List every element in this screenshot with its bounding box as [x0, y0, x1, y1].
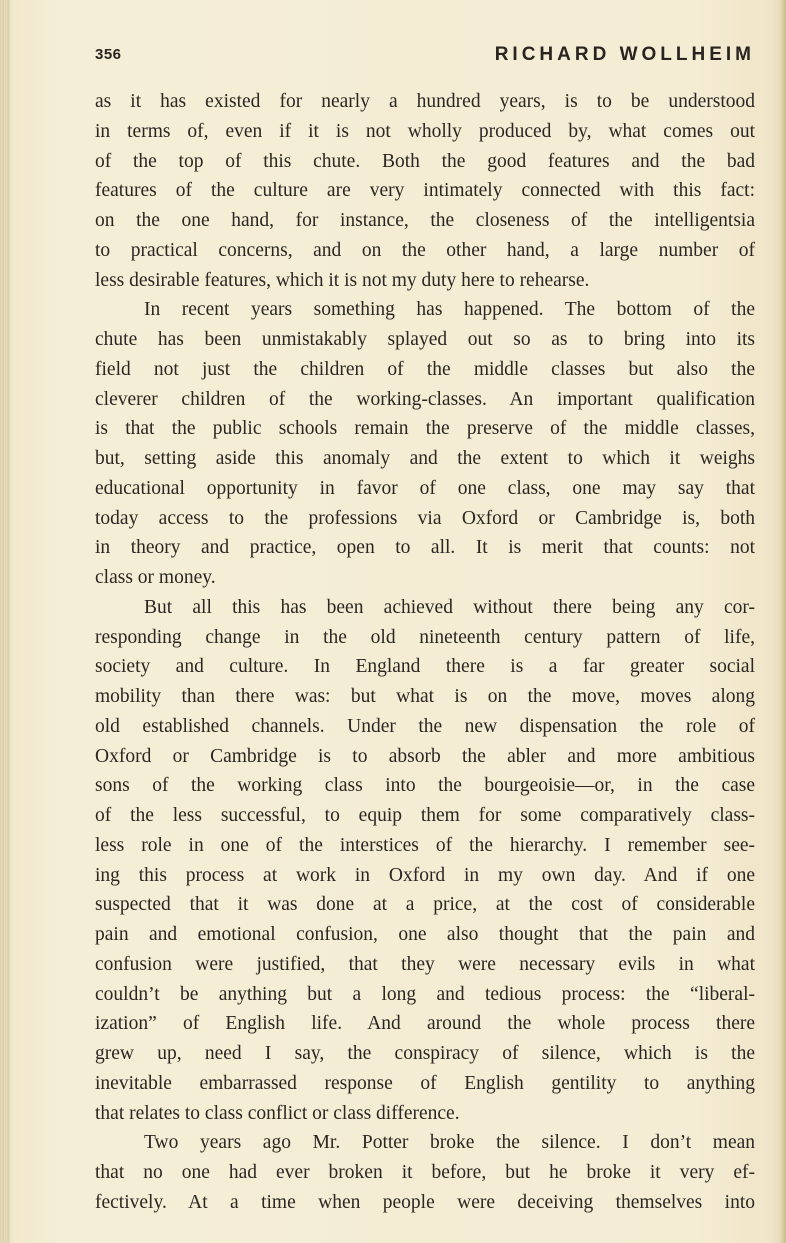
text-line: of the top of this chute. Both the good features and the bad	[95, 150, 755, 172]
text-line: in terms of, even if it is not wholly produced by, what comes out	[95, 120, 755, 142]
page-gutter	[0, 0, 10, 1243]
text-line: that no one had ever broken it before, but he broke it very ef-	[95, 1162, 755, 1183]
text-line: sons of the working class into the bourgeoisie—or, in the case	[95, 775, 755, 797]
text-line: less role in one of the interstices of the hierarchy. I remember see-	[95, 834, 755, 856]
text-line: is that the public schools remain the preserve of the middle classes,	[95, 418, 755, 440]
text-line: of the less successful, to equip them for some comparatively class-	[95, 805, 755, 826]
text-line: pain and emotional confusion, one also thought that the pain and	[95, 924, 755, 945]
text-line: chute has been unmistakably splayed out so as to bring into its	[95, 329, 755, 350]
text-line: that relates to class conflict or class difference.	[95, 1102, 460, 1124]
text-line: confusion were justified, that they were necessary evils in what	[95, 953, 755, 975]
text-line: in theory and practice, open to all. It is merit that counts: not	[95, 537, 755, 559]
text-line: cleverer children of the working-classes. An important qualification	[95, 388, 755, 410]
text-line: couldn’t be anything but a long and tedious process: the “liberal-	[95, 983, 755, 1005]
text-line: educational opportunity in favor of one class, one may say that	[95, 477, 755, 499]
text-line: inevitable embarrassed response of English gentility to anything	[95, 1072, 755, 1094]
paragraph-start-line: In recent years something has happened. The bottom of the	[144, 299, 755, 321]
text-line: features of the culture are very intimately connected with this fact:	[95, 180, 755, 202]
text-line: to practical concerns, and on the other hand, a large number of	[95, 239, 755, 261]
text-line: field not just the children of the middle classes but also the	[95, 358, 755, 380]
text-line: but, setting aside this anomaly and the extent to which it weighs	[95, 448, 755, 469]
text-line: grew up, need I say, the conspiracy of silence, which is the	[95, 1043, 755, 1064]
text-line: mobility than there was: but what is on the move, moves along	[95, 686, 755, 707]
running-head: RICHARD WOLLHEIM	[494, 44, 755, 65]
page-header	[95, 42, 755, 72]
text-line: ing this process at work in Oxford in my own day. And if one	[95, 864, 755, 886]
paragraph-start-line: But all this has been achieved without there being any cor-	[144, 596, 755, 618]
text-line: Oxford or Cambridge is to absorb the abler and more ambitious	[95, 745, 755, 767]
text-line: less desirable features, which it is not my duty here to rehearse.	[95, 269, 590, 291]
page-edge	[780, 0, 786, 1243]
text-line: old established channels. Under the new dispensation the role of	[95, 715, 755, 737]
body-text	[95, 87, 755, 1218]
text-line: ization” of English life. And around the whole process there	[95, 1013, 755, 1035]
text-line: fectively. At a time when people were deceiving themselves into	[95, 1191, 755, 1213]
paragraph-start-line: Two years ago Mr. Potter broke the silence. I don’t mean	[144, 1132, 755, 1154]
text-line: society and culture. In England there is a far greater social	[95, 656, 755, 678]
page-number: 356	[95, 46, 122, 63]
text-line: today access to the professions via Oxford or Cambridge is, both	[95, 507, 755, 529]
text-line: as it has existed for nearly a hundred years, is to be understood	[95, 91, 755, 112]
text-line: suspected that it was done at a price, at the cost of considerable	[95, 894, 755, 916]
text-line: class or money.	[95, 567, 216, 588]
text-line: on the one hand, for instance, the closeness of the intelligentsia	[95, 210, 755, 231]
text-line: responding change in the old nineteenth century pattern of life,	[95, 626, 755, 648]
